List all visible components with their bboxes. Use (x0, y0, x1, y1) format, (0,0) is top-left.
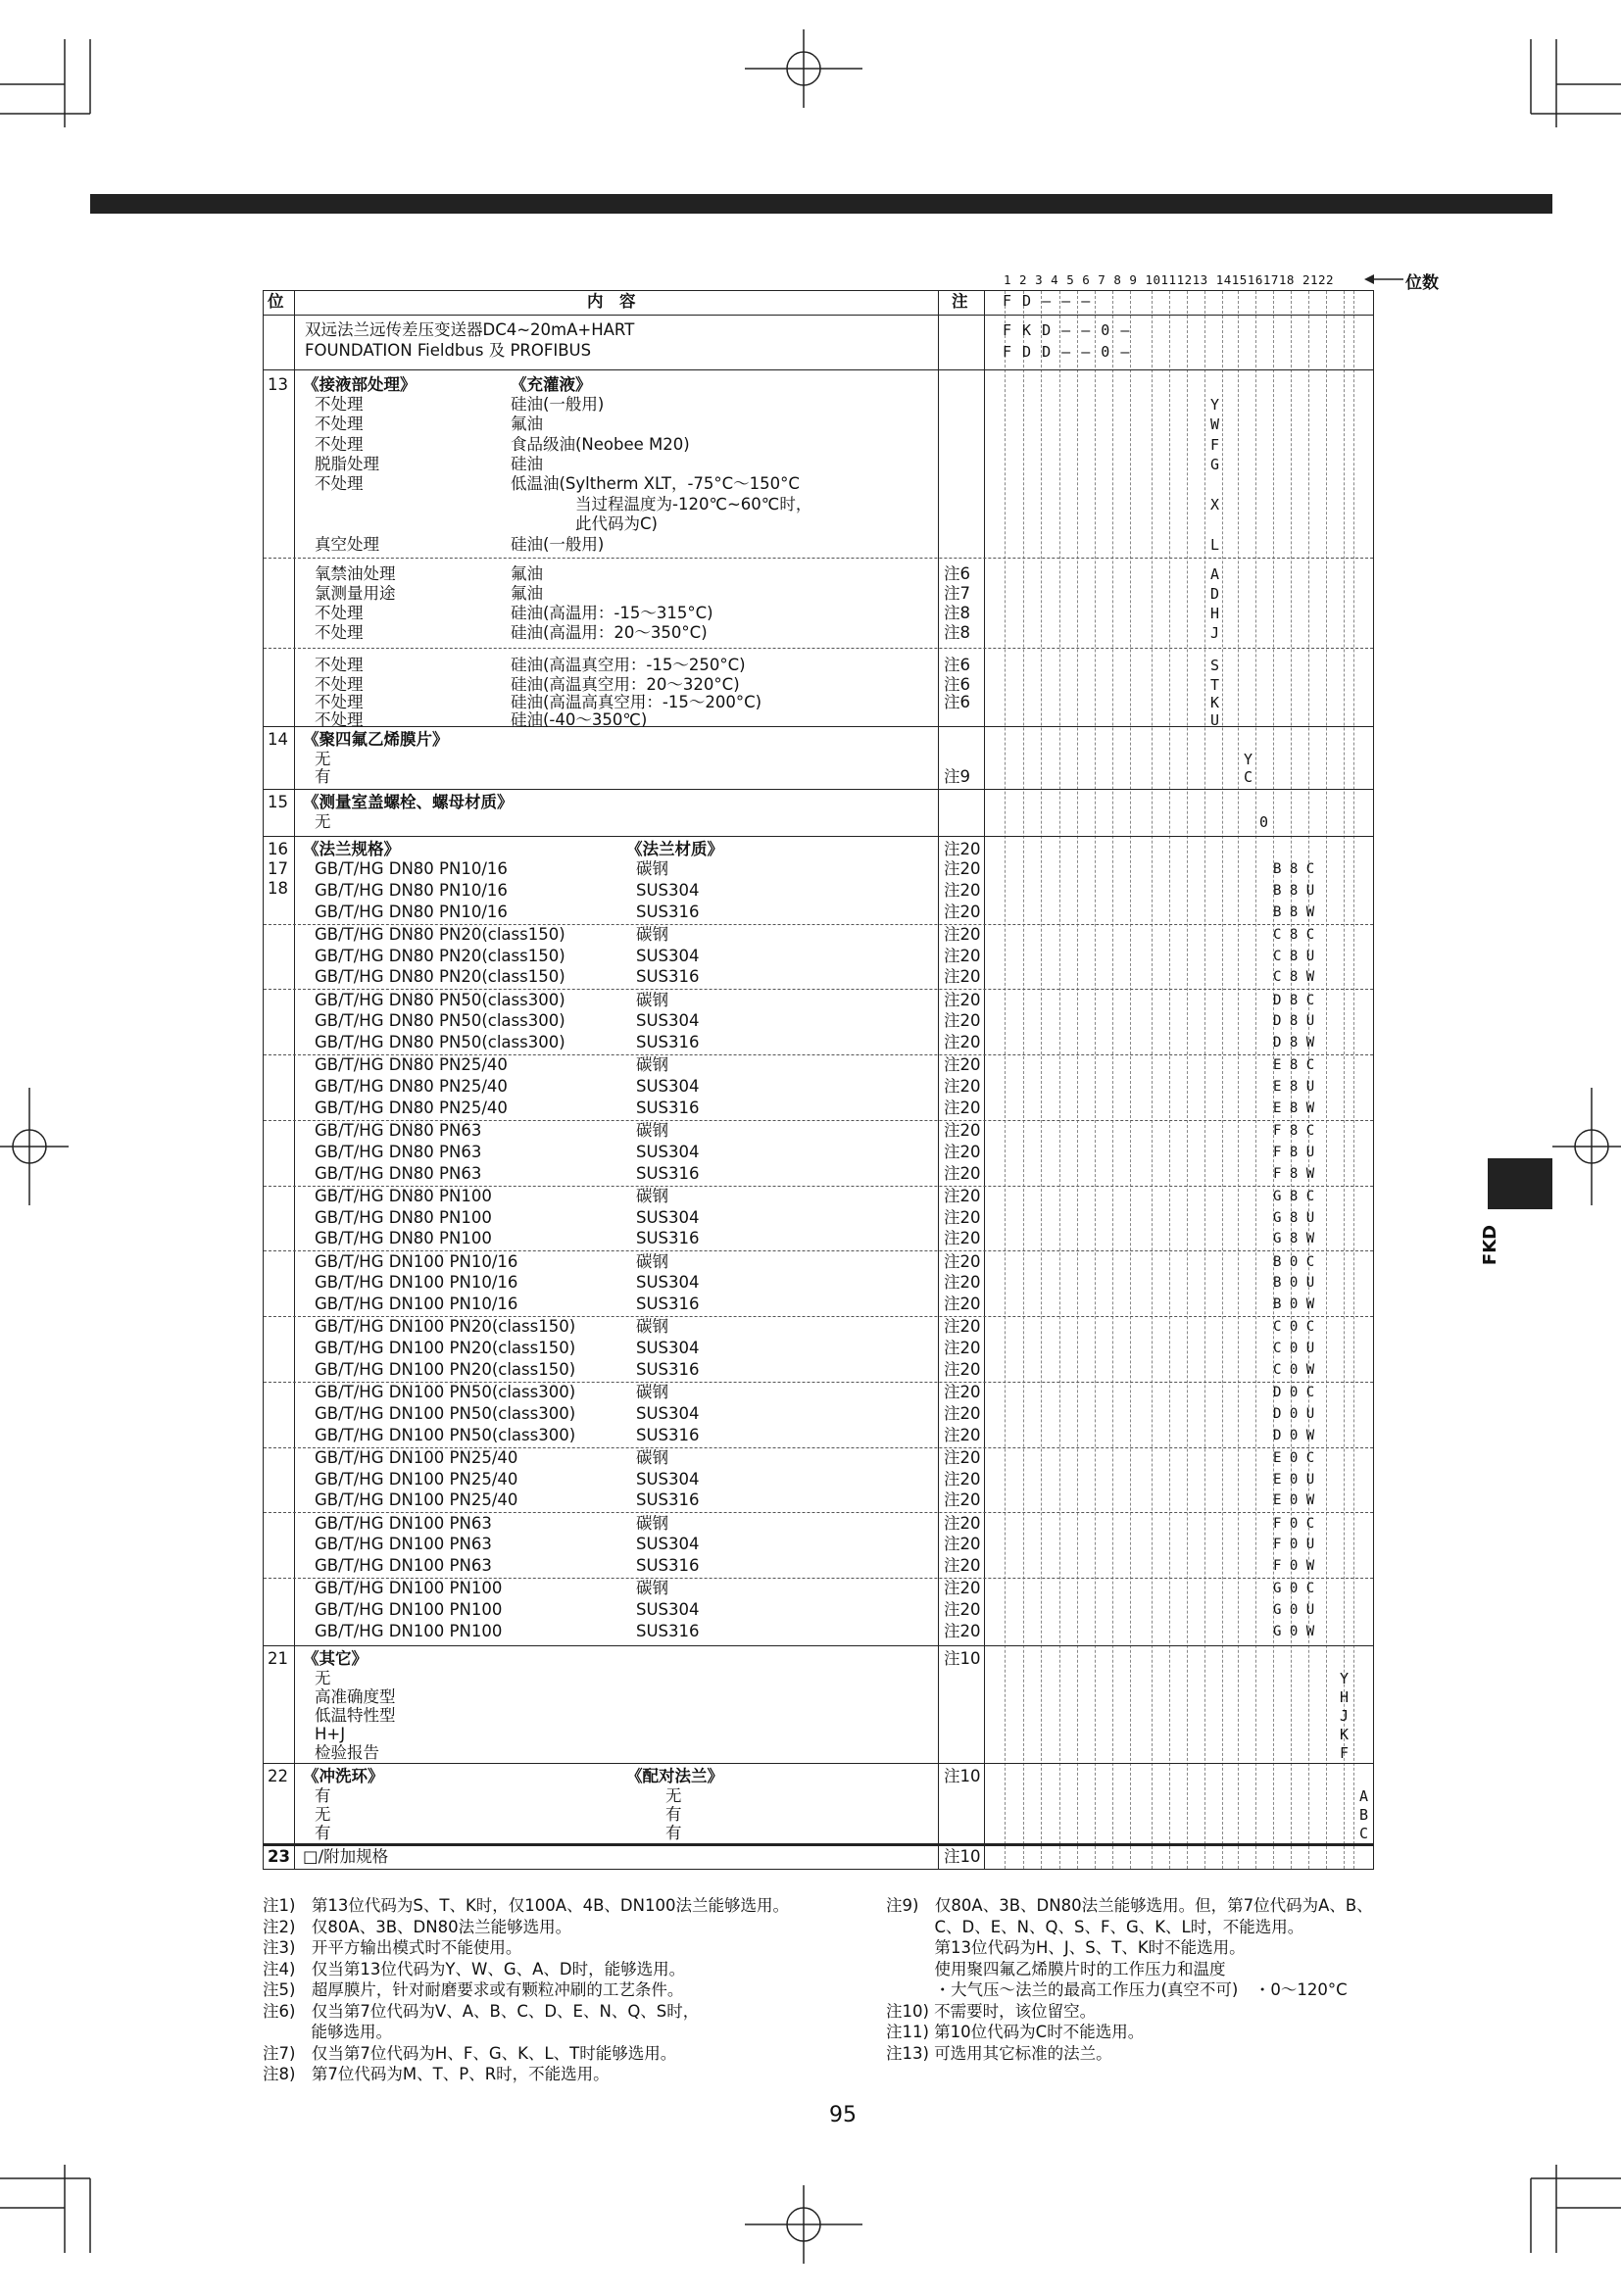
option-code: G 0 C (1273, 1581, 1315, 1596)
footnotes-left (263, 1895, 789, 2085)
option-code: D 0 U (1273, 1406, 1315, 1422)
option-material: 碳钢 (636, 991, 668, 1009)
option-text: GB/T/HG DN80 PN63 (315, 1164, 482, 1183)
option-fill: 氟油 (511, 415, 543, 433)
section-heading: 《充灌液》 (511, 375, 592, 394)
side-tab-block (1488, 1158, 1552, 1209)
product-line-1: 双远法兰远传差压变送器DC4~20mA+HART (305, 320, 635, 339)
option-code: B 0 W (1273, 1296, 1315, 1312)
option-code: Y (1340, 1670, 1351, 1687)
option-text: □/附加规格 (303, 1847, 389, 1866)
option-text: 不处理 (315, 623, 364, 642)
option-note: 注6 (944, 656, 970, 674)
arrow-icon (1364, 271, 1403, 287)
option-text: GB/T/HG DN100 PN20(class150) (315, 1339, 576, 1357)
option-fill: 当过程温度为-120℃~60℃时， (511, 495, 812, 513)
crop-mark-br (1425, 2165, 1621, 2292)
option-note: 注6 (944, 564, 970, 583)
option-text: GB/T/HG DN80 PN100 (315, 1208, 492, 1227)
option-code: E 0 W (1273, 1492, 1315, 1508)
footnotes-right (886, 1895, 1373, 2064)
option-material: 碳钢 (636, 1579, 668, 1597)
footnote: 注11) 第10位代码为C时不能选用。 (886, 2023, 1145, 2041)
option-text: 无 (315, 812, 331, 831)
option-material: SUS304 (636, 1273, 700, 1292)
option-code: H (1340, 1688, 1351, 1706)
option-code: X (1210, 496, 1221, 513)
option-note: 注20 (944, 991, 981, 1009)
option-code: K (1340, 1726, 1351, 1743)
option-code: B 8 C (1273, 861, 1315, 877)
option-text: 检验报告 (315, 1743, 379, 1762)
option-note: 注20 (944, 1208, 981, 1227)
option-code: B (1359, 1806, 1370, 1824)
option-text: GB/T/HG DN80 PN25/40 (315, 1077, 508, 1096)
option-code: C 8 C (1273, 927, 1315, 943)
option-code: E 0 C (1273, 1450, 1315, 1466)
section-number: 13 (268, 375, 288, 394)
option-material: 碳钢 (636, 1187, 668, 1205)
option-note: 注20 (944, 1514, 981, 1533)
option-text: 不处理 (315, 474, 364, 493)
option-text: GB/T/HG DN100 PN10/16 (315, 1252, 518, 1271)
option-note: 注20 (944, 1448, 981, 1467)
option-note: 注20 (944, 1600, 981, 1619)
option-fill: 氟油 (511, 564, 543, 583)
footnote: 注5) 超厚膜片，针对耐磨要求或有颗粒冲刷的工艺条件。 (263, 1980, 684, 1999)
option-note: 注10 (944, 1649, 981, 1668)
option-note: 注10 (944, 1847, 981, 1866)
section-number: 22 (268, 1767, 288, 1785)
option-text: 真空处理 (315, 535, 379, 554)
option-note: 注20 (944, 1252, 981, 1271)
option-code: Y (1210, 396, 1221, 414)
option-note: 注20 (944, 1622, 981, 1640)
option-material: 碳钢 (636, 925, 668, 944)
option-text: 氧禁油处理 (315, 564, 396, 583)
option-code: D 8 U (1273, 1013, 1315, 1029)
option-text: 不处理 (315, 693, 364, 711)
option-text: 无 (315, 750, 331, 768)
option-text: GB/T/HG DN100 PN10/16 (315, 1273, 518, 1292)
option-code: L (1210, 536, 1221, 554)
option-fill: 低温油(Syltherm XLT，-75°C～150°C (511, 474, 800, 493)
side-tab-label: FKD (1480, 1224, 1501, 1266)
footnote: 注8) 第7位代码为M、T、P、R时，不能选用。 (263, 2065, 610, 2083)
option-code: W (1210, 415, 1221, 433)
footnote: 注6) 仅当第7位代码为V、A、B、C、D、E、N、Q、S时， (263, 2001, 700, 2021)
option-text: GB/T/HG DN100 PN25/40 (315, 1490, 518, 1509)
option-text: GB/T/HG DN100 PN50(class300) (315, 1404, 576, 1423)
option-fill: 硅油(高温真空用：20～320°C) (511, 675, 740, 694)
option-text: GB/T/HG DN80 PN63 (315, 1143, 482, 1161)
registration-target-top (745, 29, 862, 108)
section-number: 21 (268, 1649, 288, 1668)
option-note: 注20 (944, 1579, 981, 1597)
positions-label: 位数 (1405, 273, 1439, 293)
col-content-header: 内 容 (587, 292, 636, 311)
option-material: SUS304 (636, 1404, 700, 1423)
footnote: 注3) 开平方输出模式时不能使用。 (263, 1938, 522, 1957)
option-material: 碳钢 (636, 1121, 668, 1140)
option-code: K (1210, 694, 1221, 711)
option-code: A (1210, 565, 1221, 583)
option-code: H (1210, 605, 1221, 622)
option-material: SUS304 (636, 1600, 700, 1619)
option-code: F 0 C (1273, 1516, 1315, 1532)
option-code: A (1359, 1787, 1370, 1805)
option-material: SUS316 (636, 1556, 700, 1575)
option-material: SUS316 (636, 1490, 700, 1509)
option-material: SUS304 (636, 1470, 700, 1489)
option-text: 无 (315, 1805, 331, 1824)
code-row: F D D – – 0 – (1003, 343, 1131, 361)
section-heading: 《法兰规格》 (303, 840, 400, 858)
option-text: 不处理 (315, 710, 364, 729)
option-text: 有 (315, 1786, 331, 1805)
header-bar (90, 194, 1552, 214)
option-text: 不处理 (315, 604, 364, 622)
section-heading: 《聚四氟乙烯膜片》 (303, 730, 449, 749)
section-number: 17 (268, 859, 288, 878)
option-fill: 硅油(一般用) (511, 535, 605, 554)
option-material: 碳钢 (636, 1383, 668, 1401)
option-text: GB/T/HG DN80 PN20(class150) (315, 925, 565, 944)
option-code: B 8 U (1273, 883, 1315, 899)
option-code: E 0 U (1273, 1472, 1315, 1488)
option-code: F 8 W (1273, 1166, 1315, 1182)
option-material: SUS304 (636, 1077, 700, 1096)
option-note: 注20 (944, 1143, 981, 1161)
option-text: GB/T/HG DN100 PN20(class150) (315, 1317, 576, 1336)
option-text: 不处理 (315, 656, 364, 674)
option-code: B 0 C (1273, 1254, 1315, 1270)
option-note: 注20 (944, 1033, 981, 1051)
option-material: SUS304 (636, 1143, 700, 1161)
option-code: F (1210, 436, 1221, 454)
registration-target-left (0, 1088, 69, 1205)
option-text: 不处理 (315, 435, 364, 454)
option-fill: 硅油(一般用) (511, 395, 605, 414)
option-code: E 8 U (1273, 1079, 1315, 1095)
option-note: 注8 (944, 623, 970, 642)
option-text: GB/T/HG DN80 PN50(class300) (315, 1011, 565, 1030)
option-note: 注20 (944, 903, 981, 921)
option-code: D (1210, 585, 1221, 603)
option-code: F 8 U (1273, 1145, 1315, 1160)
option-material: SUS304 (636, 1535, 700, 1553)
option-note: 注6 (944, 693, 970, 711)
option-text: 有 (315, 767, 331, 786)
option-text: GB/T/HG DN80 PN25/40 (315, 1099, 508, 1117)
option-fill: 硅油(高温用：-15～315°C) (511, 604, 713, 622)
option-code: C (1359, 1825, 1370, 1842)
option-text: 高准确度型 (315, 1687, 396, 1706)
option-fill: 氟油 (511, 584, 543, 603)
option-fill: 硅油 (511, 455, 543, 473)
option-code: F 0 W (1273, 1558, 1315, 1574)
option-code: B 0 U (1273, 1275, 1315, 1291)
product-line-2: FOUNDATION Fieldbus 及 PROFIBUS (305, 341, 592, 360)
code-row: F K D – – 0 – (1003, 321, 1131, 339)
registration-target-bottom (745, 2185, 862, 2264)
option-material: 碳钢 (636, 1252, 668, 1271)
col-pos-header: 位 (268, 292, 284, 311)
option-note: 注20 (944, 1229, 981, 1247)
option-text: 有 (315, 1824, 331, 1842)
option-text: 氯测量用途 (315, 584, 396, 603)
option-code: U (1210, 711, 1221, 729)
footnote: 第13位代码为H、J、S、T、K时不能选用。 (886, 1938, 1246, 1957)
option-note: 注20 (944, 1295, 981, 1313)
option-note: 注20 (944, 1164, 981, 1183)
option-material: SUS316 (636, 1229, 700, 1247)
section-heading: 《其它》 (303, 1649, 368, 1668)
section-heading: 《法兰材质》 (626, 840, 723, 858)
option-code: C 0 W (1273, 1362, 1315, 1378)
option-code: C (1244, 768, 1254, 786)
option-code: F 8 C (1273, 1123, 1315, 1139)
option-note: 注20 (944, 1317, 981, 1336)
option-note: 注8 (944, 604, 970, 622)
option-text: GB/T/HG DN100 PN100 (315, 1600, 503, 1619)
option-fill: 硅油(高温用：20～350°C) (511, 623, 708, 642)
option-note: 注20 (944, 1099, 981, 1117)
option-fill: 硅油(-40～350℃) (511, 710, 648, 729)
option-note: 注20 (944, 1121, 981, 1140)
footnote: ・大气压～法兰的最高工作压力(真空不可) ・0～120°C (886, 1980, 1348, 1999)
option-text: GB/T/HG DN80 PN100 (315, 1187, 492, 1205)
footnote: C、D、E、N、Q、S、F、G、K、L时，不能选用。 (886, 1917, 1304, 1936)
option-flange: 有 (665, 1824, 682, 1842)
option-code: D 8 W (1273, 1035, 1315, 1050)
option-note: 注20 (944, 967, 981, 986)
option-note: 注20 (944, 1404, 981, 1423)
option-text: GB/T/HG DN100 PN10/16 (315, 1295, 518, 1313)
option-text: GB/T/HG DN100 PN63 (315, 1535, 492, 1553)
option-note: 注20 (944, 840, 981, 858)
section-heading: 《测量室盖螺栓、螺母材质》 (303, 793, 514, 811)
option-material: SUS316 (636, 1426, 700, 1444)
section-heading: 《接液部处理》 (303, 375, 417, 394)
option-note: 注7 (944, 584, 970, 603)
footnote: 注13) 可选用其它标准的法兰。 (886, 2043, 1112, 2063)
option-material: SUS304 (636, 881, 700, 900)
option-code: G 8 C (1273, 1189, 1315, 1204)
option-code: J (1210, 624, 1221, 642)
option-text: 不处理 (315, 395, 364, 414)
option-code: G (1210, 456, 1221, 473)
option-material: SUS304 (636, 947, 700, 965)
option-note: 注20 (944, 1187, 981, 1205)
option-flange: 无 (665, 1786, 682, 1805)
option-note: 注20 (944, 1273, 981, 1292)
option-material: SUS316 (636, 903, 700, 921)
option-text: GB/T/HG DN80 PN20(class150) (315, 947, 565, 965)
section-number: 16 (268, 840, 288, 858)
option-flange: 有 (665, 1805, 682, 1824)
option-code: C 0 U (1273, 1341, 1315, 1356)
option-material: SUS316 (636, 1099, 700, 1117)
option-text: GB/T/HG DN80 PN25/40 (315, 1055, 508, 1074)
option-code: F 0 U (1273, 1537, 1315, 1552)
option-code: G 0 U (1273, 1602, 1315, 1618)
option-material: SUS316 (636, 1033, 700, 1051)
footnote: 注9) 仅80A、3B、DN80法兰能够选用。但，第7位代码为A、B、 (886, 1896, 1373, 1915)
option-note: 注9 (944, 767, 970, 786)
option-note: 注20 (944, 1339, 981, 1357)
option-note: 注20 (944, 1490, 981, 1509)
crop-mark-tl (0, 0, 196, 127)
option-text: GB/T/HG DN100 PN50(class300) (315, 1383, 576, 1401)
option-note: 注20 (944, 1077, 981, 1096)
option-text: GB/T/HG DN100 PN63 (315, 1556, 492, 1575)
option-material: SUS316 (636, 1295, 700, 1313)
option-fill: 硅油(高温真空用：-15～250°C) (511, 656, 746, 674)
option-text: GB/T/HG DN100 PN25/40 (315, 1470, 518, 1489)
option-note: 注10 (944, 1767, 981, 1785)
code-row: F D – – – (1003, 292, 1092, 310)
option-code: G 8 U (1273, 1210, 1315, 1226)
option-fill: 硅油(高温高真空用：-15～200°C) (511, 693, 762, 711)
section-heading: 《冲洗环》 (303, 1767, 384, 1785)
option-text: GB/T/HG DN100 PN50(class300) (315, 1426, 576, 1444)
footnote: 注2) 仅80A、3B、DN80法兰能够选用。 (263, 1917, 572, 1936)
option-code: 0 (1259, 813, 1270, 831)
footnote: 使用聚四氟乙烯膜片时的工作压力和温度 (886, 1959, 1226, 1978)
spec-table (263, 290, 1374, 1870)
registration-target-right (1552, 1088, 1621, 1205)
option-code: E 8 W (1273, 1100, 1315, 1116)
option-code: C 8 U (1273, 949, 1315, 964)
option-text: GB/T/HG DN80 PN63 (315, 1121, 482, 1140)
option-material: 碳钢 (636, 1514, 668, 1533)
option-fill: 食品级油(Neobee M20) (511, 435, 690, 454)
position-digits: 1 2 3 4 5 6 7 8 9 10111213 1415161718 2122 (1004, 272, 1335, 287)
footnote: 能够选用。 (263, 2023, 392, 2041)
section-number: 23 (268, 1847, 290, 1866)
option-code: C 8 W (1273, 969, 1315, 985)
option-code: G 8 W (1273, 1231, 1315, 1246)
section-number: 15 (268, 793, 288, 811)
option-code: T (1210, 676, 1221, 694)
option-note: 注20 (944, 1011, 981, 1030)
option-note: 注20 (944, 859, 981, 878)
option-code: F (1340, 1744, 1351, 1762)
option-note: 注20 (944, 1383, 981, 1401)
option-text: GB/T/HG DN80 PN50(class300) (315, 1033, 565, 1051)
option-text: GB/T/HG DN100 PN100 (315, 1622, 503, 1640)
option-note: 注20 (944, 1535, 981, 1553)
page-number: 95 (829, 2103, 857, 2127)
crop-mark-bl (0, 2165, 196, 2292)
section-number: 14 (268, 730, 288, 749)
option-code: Y (1244, 751, 1254, 768)
option-material: SUS316 (636, 1360, 700, 1379)
footnote: 注1) 第13位代码为S、T、K时，仅100A、4B、DN100法兰能够选用。 (263, 1896, 789, 1915)
option-material: 碳钢 (636, 859, 668, 878)
option-text: 不处理 (315, 675, 364, 694)
option-text: 不处理 (315, 415, 364, 433)
section-heading: 《配对法兰》 (626, 1767, 723, 1785)
option-text: GB/T/HG DN100 PN25/40 (315, 1448, 518, 1467)
option-text: GB/T/HG DN80 PN100 (315, 1229, 492, 1247)
option-material: 碳钢 (636, 1055, 668, 1074)
option-note: 注6 (944, 675, 970, 694)
option-material: SUS304 (636, 1339, 700, 1357)
option-material: SUS304 (636, 1208, 700, 1227)
option-code: D 0 C (1273, 1385, 1315, 1400)
option-code: D 0 W (1273, 1428, 1315, 1443)
option-note: 注20 (944, 947, 981, 965)
footnote: 注4) 仅当第13位代码为Y、W、G、A、D时，能够选用。 (263, 1959, 686, 1978)
option-text: 脱脂处理 (315, 455, 379, 473)
option-note: 注20 (944, 1360, 981, 1379)
option-note: 注20 (944, 1470, 981, 1489)
option-code: J (1340, 1707, 1351, 1725)
option-note: 注20 (944, 1426, 981, 1444)
option-material: SUS304 (636, 1011, 700, 1030)
option-text: GB/T/HG DN80 PN10/16 (315, 859, 508, 878)
option-code: B 8 W (1273, 904, 1315, 920)
option-material: SUS316 (636, 1164, 700, 1183)
option-material: 碳钢 (636, 1317, 668, 1336)
option-text: GB/T/HG DN100 PN100 (315, 1579, 503, 1597)
option-text: GB/T/HG DN80 PN10/16 (315, 903, 508, 921)
section-number: 18 (268, 879, 288, 898)
option-text: 低温特性型 (315, 1706, 396, 1725)
option-note: 注20 (944, 1556, 981, 1575)
option-code: S (1210, 657, 1221, 674)
option-note: 注20 (944, 881, 981, 900)
option-material: SUS316 (636, 967, 700, 986)
footnote: 注7) 仅当第7位代码为H、F、G、K、L、T时能够选用。 (263, 2043, 677, 2063)
col-note-header: 注 (952, 292, 968, 311)
option-text: GB/T/HG DN80 PN10/16 (315, 881, 508, 900)
option-code: E 8 C (1273, 1057, 1315, 1073)
option-text: GB/T/HG DN80 PN50(class300) (315, 991, 565, 1009)
option-text: H+J (315, 1725, 346, 1743)
option-text: GB/T/HG DN100 PN63 (315, 1514, 492, 1533)
option-fill: 此代码为C) (511, 514, 658, 533)
option-material: 碳钢 (636, 1448, 668, 1467)
option-code: G 0 W (1273, 1624, 1315, 1639)
option-material: SUS316 (636, 1622, 700, 1640)
option-text: GB/T/HG DN80 PN20(class150) (315, 967, 565, 986)
option-note: 注20 (944, 1055, 981, 1074)
footnote: 注10) 不需要时，该位留空。 (886, 2001, 1097, 2021)
option-text: 无 (315, 1669, 331, 1687)
option-code: C 0 C (1273, 1319, 1315, 1335)
option-note: 注20 (944, 925, 981, 944)
option-text: GB/T/HG DN100 PN20(class150) (315, 1360, 576, 1379)
crop-mark-tr (1425, 0, 1621, 127)
option-code: D 8 C (1273, 993, 1315, 1008)
